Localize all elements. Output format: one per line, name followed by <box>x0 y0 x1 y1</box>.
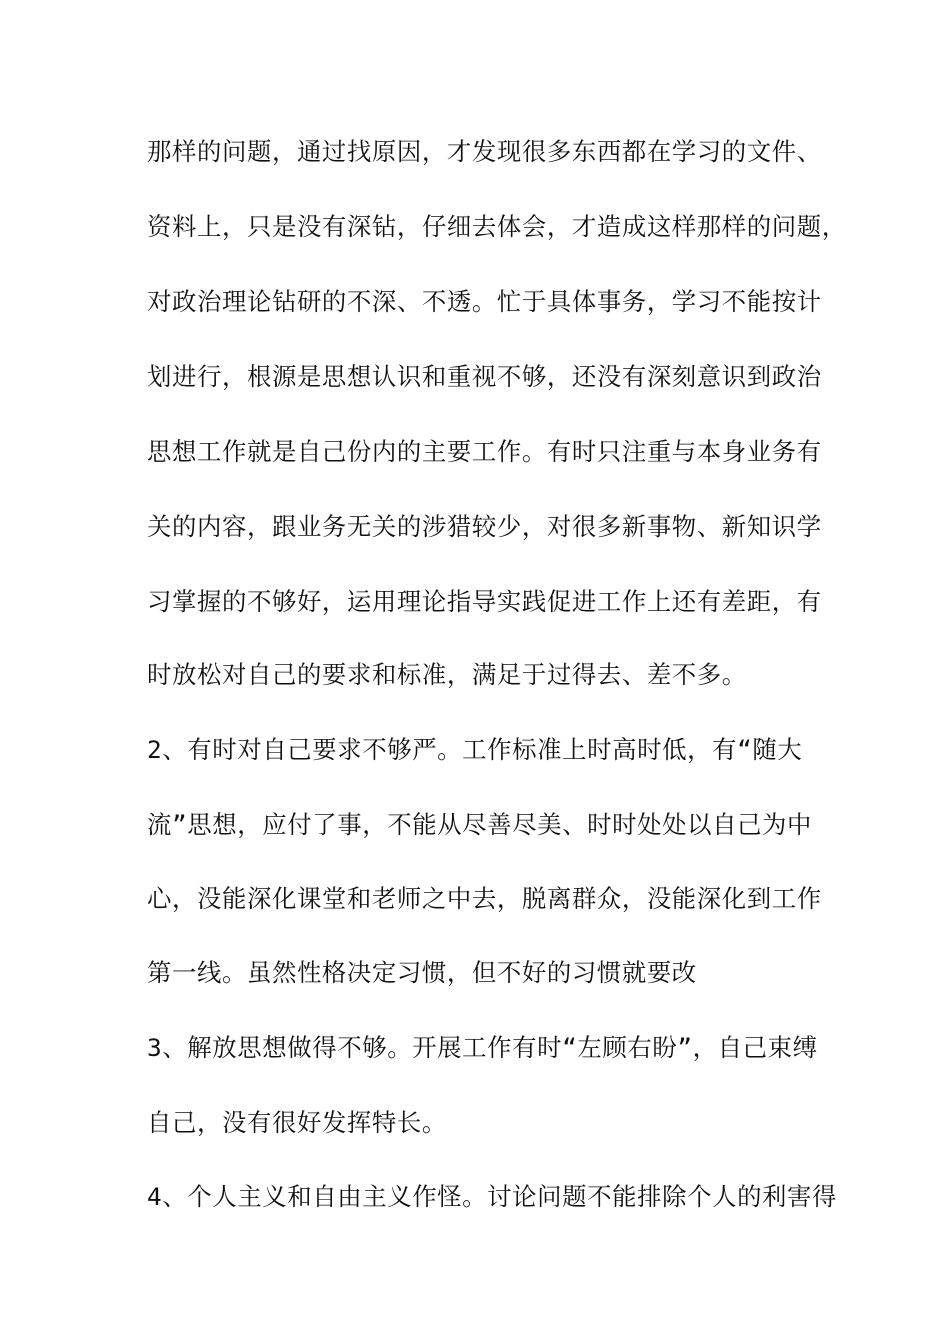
body-text-line: 时放松对自己的要求和标准，满足于过得去、差不多。 <box>147 660 747 689</box>
body-text-line: 对政治理论钻研的不深、不透。忙于具体事务，学习不能按计 <box>147 287 822 316</box>
body-text-line: 划进行，根源是思想认识和重视不够，还没有深刻意识到政治 <box>147 362 822 391</box>
body-text-line: 关的内容，跟业务无关的涉猎较少，对很多新事物、新知识学 <box>147 512 822 541</box>
list-item-4-line: 4、个人主义和自由主义作怪。讨论问题不能排除个人的利害得 <box>147 1182 838 1211</box>
list-item-2-line: 2、有时对自己要求不够严。工作标准上时高时低，有“随大 <box>147 735 803 764</box>
body-text-line: 思想工作就是自己份内的主要工作。有时只注重与本身业务有 <box>147 437 822 466</box>
list-item-2-line: 流”思想，应付了事，不能从尽善尽美、时时处处以自己为中 <box>147 810 813 839</box>
body-text-line: 习掌握的不够好，运用理论指导实践促进工作上还有差距，有 <box>147 587 822 616</box>
list-item-3-line: 自己，没有很好发挥特长。 <box>147 1108 447 1137</box>
body-text-line: 那样的问题，通过找原因，才发现很多东西都在学习的文件、 <box>147 137 822 166</box>
list-item-2-line: 心，没能深化课堂和老师之中去，脱离群众，没能深化到工作 <box>147 884 822 913</box>
list-item-3-line: 3、解放思想做得不够。开展工作有时“左顾右盼”，自己束缚 <box>147 1033 818 1062</box>
list-item-2-line: 第一线。虽然性格决定习惯，但不好的习惯就要改 <box>147 958 697 987</box>
body-text-line: 资料上，只是没有深钻，仔细去体会，才造成这样那样的问题， <box>147 212 847 241</box>
